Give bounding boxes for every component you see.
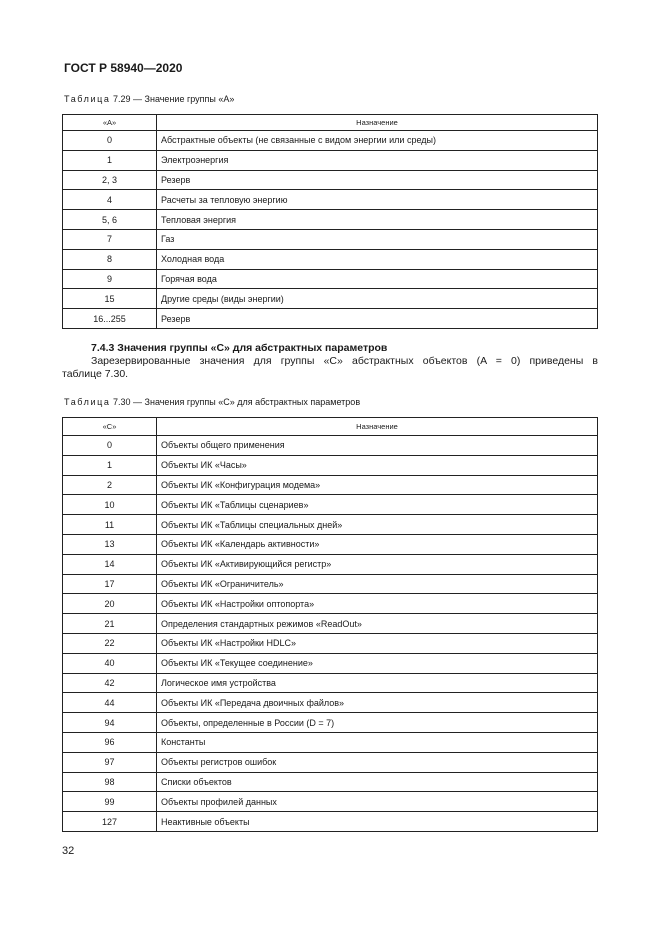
cell-purpose: Объекты, определенные в России (D = 7) bbox=[157, 713, 598, 733]
cell-purpose: Тепловая энергия bbox=[157, 210, 598, 230]
column-header-code: «C» bbox=[63, 418, 157, 436]
cell-code: 7 bbox=[63, 229, 157, 249]
cell-purpose: Объекты ИК «Таблицы сценариев» bbox=[157, 495, 598, 515]
table-row bbox=[63, 249, 598, 269]
column-header-purpose: Назначение bbox=[157, 418, 598, 436]
column-header-purpose: Назначение bbox=[157, 115, 598, 131]
cell-purpose: Неактивные объекты bbox=[157, 812, 598, 832]
cell-code: 11 bbox=[63, 515, 157, 535]
table-row bbox=[63, 673, 598, 693]
cell-purpose: Константы bbox=[157, 732, 598, 752]
paragraph-line-1: Зарезервированные значения для группы «C» абстрактных объектов (A = 0) приведены в bbox=[91, 355, 598, 367]
cell-purpose: Логическое имя устройства bbox=[157, 673, 598, 693]
cell-purpose: Объекты регистров ошибок bbox=[157, 752, 598, 772]
cell-code: 22 bbox=[63, 633, 157, 653]
section-heading: 7.4.3 Значения группы «C» для абстрактных параметров bbox=[91, 342, 388, 354]
cell-code: 4 bbox=[63, 190, 157, 210]
cell-purpose: Газ bbox=[157, 229, 598, 249]
cell-purpose: Расчеты за тепловую энергию bbox=[157, 190, 598, 210]
cell-code: 9 bbox=[63, 269, 157, 289]
table-row bbox=[63, 574, 598, 594]
table-row bbox=[63, 436, 598, 456]
table-row bbox=[63, 515, 598, 535]
cell-purpose: Горячая вода bbox=[157, 269, 598, 289]
cell-code: 15 bbox=[63, 289, 157, 309]
cell-purpose: Резерв bbox=[157, 170, 598, 190]
caption-text: 7.29 — Значение группы «A» bbox=[113, 94, 235, 104]
cell-purpose: Объекты ИК «Конфигурация модема» bbox=[157, 475, 598, 495]
cell-purpose: Объекты общего применения bbox=[157, 436, 598, 456]
cell-code: 1 bbox=[63, 150, 157, 170]
table-caption-7-29 bbox=[64, 94, 234, 104]
cell-code: 16...255 bbox=[63, 309, 157, 329]
section-paragraph bbox=[62, 355, 598, 381]
cell-purpose: Объекты ИК «Настройки HDLC» bbox=[157, 633, 598, 653]
cell-code: 96 bbox=[63, 732, 157, 752]
document-header: ГОСТ Р 58940—2020 bbox=[64, 61, 183, 75]
cell-purpose: Объекты ИК «Активирующийся регистр» bbox=[157, 554, 598, 574]
table-row bbox=[63, 495, 598, 515]
cell-purpose: Объекты ИК «Календарь активности» bbox=[157, 534, 598, 554]
cell-code: 94 bbox=[63, 713, 157, 733]
caption-label: Таблица bbox=[64, 94, 111, 104]
cell-code: 0 bbox=[63, 436, 157, 456]
table-row bbox=[63, 614, 598, 634]
cell-code: 1 bbox=[63, 455, 157, 475]
cell-code: 40 bbox=[63, 653, 157, 673]
table-row bbox=[63, 131, 598, 151]
cell-code: 44 bbox=[63, 693, 157, 713]
cell-code: 5, 6 bbox=[63, 210, 157, 230]
cell-purpose: Объекты ИК «Таблицы специальных дней» bbox=[157, 515, 598, 535]
table-header-row bbox=[63, 418, 598, 436]
cell-purpose: Холодная вода bbox=[157, 249, 598, 269]
table-row bbox=[63, 229, 598, 249]
table-7-29 bbox=[62, 114, 598, 329]
table-7-30 bbox=[62, 417, 598, 832]
cell-code: 97 bbox=[63, 752, 157, 772]
cell-code: 99 bbox=[63, 792, 157, 812]
table-row bbox=[63, 170, 598, 190]
cell-purpose: Электроэнергия bbox=[157, 150, 598, 170]
table-body bbox=[63, 131, 598, 329]
cell-code: 2, 3 bbox=[63, 170, 157, 190]
cell-purpose: Объекты профилей данных bbox=[157, 792, 598, 812]
table-row bbox=[63, 210, 598, 230]
table-row bbox=[63, 653, 598, 673]
table-row bbox=[63, 713, 598, 733]
caption-text: 7.30 — Значения группы «C» для абстрактных параметров bbox=[113, 397, 361, 407]
table-row bbox=[63, 150, 598, 170]
table-row bbox=[63, 269, 598, 289]
cell-purpose: Абстрактные объекты (не связанные с видом энергии или среды) bbox=[157, 131, 598, 151]
paragraph-line-2: таблице 7.30. bbox=[62, 368, 129, 380]
cell-code: 14 bbox=[63, 554, 157, 574]
table-row bbox=[63, 309, 598, 329]
cell-code: 10 bbox=[63, 495, 157, 515]
table-row bbox=[63, 190, 598, 210]
cell-code: 127 bbox=[63, 812, 157, 832]
table-row bbox=[63, 732, 598, 752]
cell-purpose: Списки объектов bbox=[157, 772, 598, 792]
table-row bbox=[63, 792, 598, 812]
table-row bbox=[63, 455, 598, 475]
table-header-row bbox=[63, 115, 598, 131]
table-row bbox=[63, 633, 598, 653]
table-row bbox=[63, 772, 598, 792]
cell-purpose: Резерв bbox=[157, 309, 598, 329]
cell-purpose: Объекты ИК «Передача двоичных файлов» bbox=[157, 693, 598, 713]
cell-code: 0 bbox=[63, 131, 157, 151]
table-row bbox=[63, 594, 598, 614]
page-number: 32 bbox=[62, 845, 75, 857]
cell-purpose: Объекты ИК «Ограничитель» bbox=[157, 574, 598, 594]
table-row bbox=[63, 693, 598, 713]
cell-code: 8 bbox=[63, 249, 157, 269]
table-row bbox=[63, 475, 598, 495]
table-row bbox=[63, 534, 598, 554]
cell-code: 21 bbox=[63, 614, 157, 634]
cell-code: 2 bbox=[63, 475, 157, 495]
table-row bbox=[63, 289, 598, 309]
cell-purpose: Объекты ИК «Настройки оптопорта» bbox=[157, 594, 598, 614]
cell-code: 20 bbox=[63, 594, 157, 614]
caption-label: Таблица bbox=[64, 397, 111, 407]
cell-code: 17 bbox=[63, 574, 157, 594]
cell-purpose: Объекты ИК «Текущее соединение» bbox=[157, 653, 598, 673]
cell-code: 98 bbox=[63, 772, 157, 792]
cell-purpose: Другие среды (виды энергии) bbox=[157, 289, 598, 309]
cell-purpose: Объекты ИК «Часы» bbox=[157, 455, 598, 475]
cell-code: 42 bbox=[63, 673, 157, 693]
table-body bbox=[63, 436, 598, 832]
cell-purpose: Определения стандартных режимов «ReadOut» bbox=[157, 614, 598, 634]
table-row bbox=[63, 812, 598, 832]
column-header-code: «A» bbox=[63, 115, 157, 131]
table-caption-7-30 bbox=[64, 397, 360, 407]
table-row bbox=[63, 554, 598, 574]
table-row bbox=[63, 752, 598, 772]
cell-code: 13 bbox=[63, 534, 157, 554]
